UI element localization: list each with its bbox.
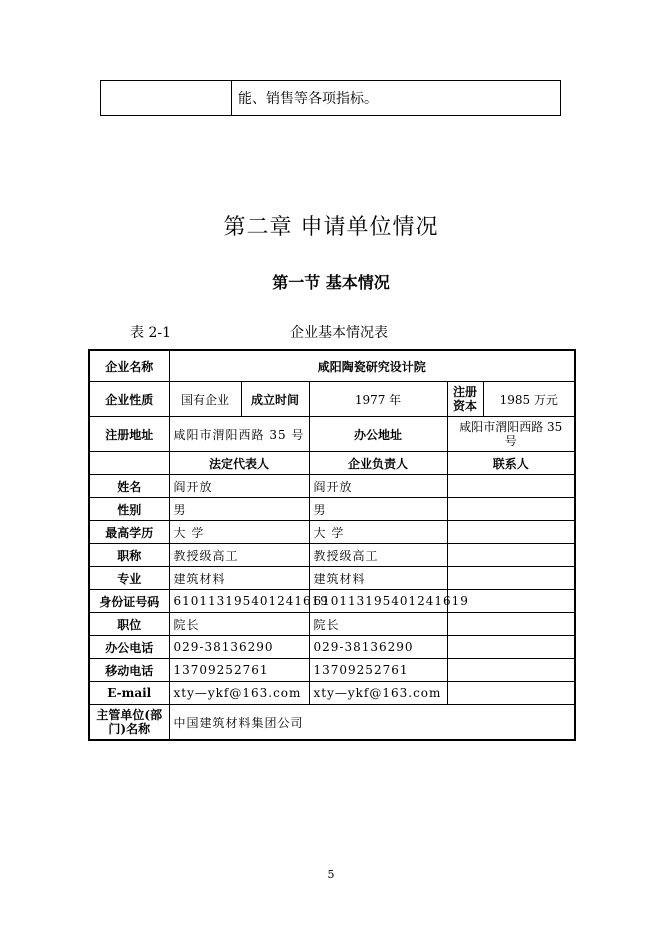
legal-rep-value: 610113195401241619 — [169, 590, 309, 613]
table-row — [89, 659, 575, 682]
legal-rep-value: 院长 — [169, 613, 309, 636]
section-title: 第一节 基本情况 — [272, 273, 390, 292]
contact-value — [447, 544, 575, 567]
row-label: 姓名 — [89, 475, 169, 498]
table-row — [89, 417, 575, 452]
page-number: 5 — [327, 868, 335, 881]
office-address-value: 咸阳市渭阳西路 35 号 — [447, 417, 575, 452]
table-row — [89, 544, 575, 567]
header-enterprise-head: 企业负责人 — [309, 452, 447, 475]
legal-rep-value: xty—ykf@163.com — [169, 682, 309, 705]
enterprise-nature-value: 国有企业 — [169, 382, 241, 417]
row-label: 性别 — [89, 498, 169, 521]
row-label: 移动电话 — [89, 659, 169, 682]
table-row — [89, 636, 575, 659]
row-label: 办公电话 — [89, 636, 169, 659]
enterprise-head-value: 建筑材料 — [309, 567, 447, 590]
table-row — [89, 590, 575, 613]
contact-value — [447, 498, 575, 521]
legal-rep-value: 029-38136290 — [169, 636, 309, 659]
header-contact: 联系人 — [447, 452, 575, 475]
table-row — [89, 567, 575, 590]
enterprise-name-value: 咸阳陶瓷研究设计院 — [169, 350, 575, 382]
enterprise-head-value: xty—ykf@163.com — [309, 682, 447, 705]
enterprise-head-value: 029-38136290 — [309, 636, 447, 659]
reg-address-label: 注册地址 — [89, 417, 169, 452]
contact-value — [447, 682, 575, 705]
enterprise-head-value: 610113195401241619 — [309, 590, 447, 613]
enterprise-head-value: 院长 — [309, 613, 447, 636]
table-row — [89, 521, 575, 544]
row-label: 职称 — [89, 544, 169, 567]
row-label: E-mail — [89, 682, 169, 705]
contact-value — [447, 567, 575, 590]
enterprise-head-value: 阎开放 — [309, 475, 447, 498]
row-label: 最高学历 — [89, 521, 169, 544]
legal-rep-value: 大 学 — [169, 521, 309, 544]
table-row — [89, 452, 575, 475]
row-label: 身份证号码 — [89, 590, 169, 613]
legal-rep-value: 阎开放 — [169, 475, 309, 498]
continuation-cell-2: 能、销售等各项指标。 — [232, 81, 561, 116]
supervisor-label: 主管单位(部门)名称 — [89, 705, 169, 741]
legal-rep-value: 建筑材料 — [169, 567, 309, 590]
enterprise-head-value: 教授级高工 — [309, 544, 447, 567]
table-label: 表 2-1 — [130, 325, 171, 341]
enterprise-head-value: 13709252761 — [309, 659, 447, 682]
header-legal-rep: 法定代表人 — [169, 452, 309, 475]
legal-rep-value: 13709252761 — [169, 659, 309, 682]
founded-label: 成立时间 — [241, 382, 309, 417]
capital-label: 注册资本 — [447, 382, 483, 417]
header-blank-cell — [89, 452, 169, 475]
founded-value: 1977 年 — [309, 382, 447, 417]
person-rows — [89, 475, 575, 705]
legal-rep-value: 教授级高工 — [169, 544, 309, 567]
capital-value: 1985 万元 — [483, 382, 575, 417]
continuation-table — [100, 80, 561, 116]
supervisor-value: 中国建筑材料集团公司 — [169, 705, 575, 741]
table-row — [89, 613, 575, 636]
enterprise-info-table — [88, 349, 576, 741]
chapter-title: 第二章 申请单位情况 — [223, 215, 439, 240]
contact-value — [447, 613, 575, 636]
table-row — [101, 81, 561, 116]
table-row — [89, 382, 575, 417]
table-row — [89, 705, 575, 741]
table-row — [89, 475, 575, 498]
contact-value — [447, 475, 575, 498]
contact-value — [447, 521, 575, 544]
office-address-label: 办公地址 — [309, 417, 447, 452]
contact-value — [447, 636, 575, 659]
table-row — [89, 498, 575, 521]
enterprise-head-value: 男 — [309, 498, 447, 521]
row-label: 专业 — [89, 567, 169, 590]
reg-address-value: 咸阳市渭阳西路 35 号 — [169, 417, 309, 452]
continuation-cell-1 — [101, 81, 232, 116]
enterprise-name-label: 企业名称 — [89, 350, 169, 382]
table-caption: 企业基本情况表 — [290, 325, 388, 341]
row-label: 职位 — [89, 613, 169, 636]
enterprise-head-value: 大 学 — [309, 521, 447, 544]
table-row — [89, 350, 575, 382]
enterprise-nature-label: 企业性质 — [89, 382, 169, 417]
legal-rep-value: 男 — [169, 498, 309, 521]
contact-value — [447, 659, 575, 682]
table-row — [89, 682, 575, 705]
